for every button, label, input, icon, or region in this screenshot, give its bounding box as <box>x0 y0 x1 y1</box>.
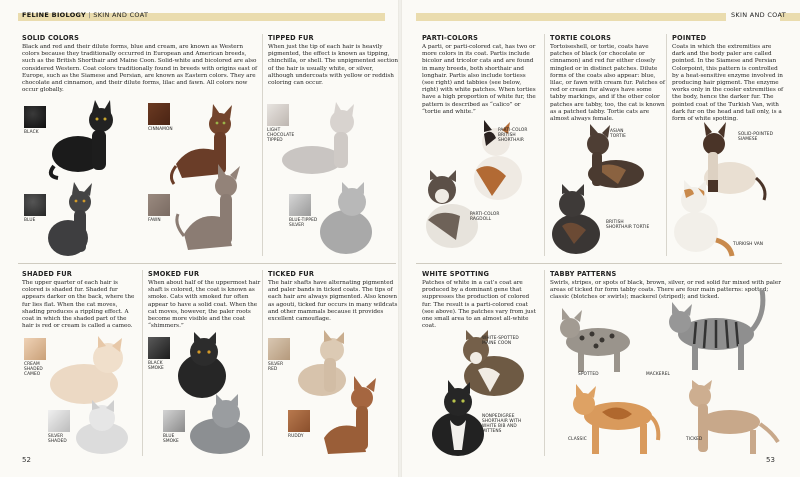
section-title: WHITE SPOTTING <box>422 270 490 278</box>
label-spotted: SPOTTED <box>578 372 599 377</box>
label-line: BLUE <box>163 434 175 439</box>
row-divider-right <box>416 263 782 264</box>
label-line: BLACK <box>148 361 163 366</box>
label-line: SOLID-POINTED <box>738 132 774 137</box>
section-name: FELINE BIOLOGY <box>22 11 87 19</box>
section-body: Patches of white in a cat’s coat are produced by a dominant gene that suppresses the production of colored fur. The result is a parti-colored coat (see above). The patches vary from just one small area to an almost all-white coat. <box>422 280 536 330</box>
label-line: BLUE-TIPPED <box>289 218 318 223</box>
section-body: Coats in which the extremities are dark and the body paler are called pointed. In the Siamese and Persian Colorpoint, this pattern is controlled by a heat-sensitive enzyme involved in producing hair pigment. The enzyme works only in the cooler extremities of the body, hence the darker fur. The pointed coat of the Turkish Van, with dark fur on the head and tail only, is a form of white spotting. <box>672 44 784 123</box>
section-body: Swirls, stripes, or spots of black, brown, silver, or red solid fur mixed with paler areas of ticked fur form tabby coats. There are four main patterns: spotted; classic (blotches or swirls); mackerel (striped); and ticked. <box>550 280 781 301</box>
label-line: CHOCOLATE <box>267 133 295 138</box>
section-body: Black and red and their dilute forms, blue and cream, are known as Western colors because they traditionally occurred in European and American breeds, such as the British Shorthair and Maine Coon. Solid-white and bicolored are also considered Western. Coat colors traditionally found in breeds with origins east of Europe, such as the Siamese and Persian, are known as Eastern colors. They are chocolate and cinnamon, and their dilute forms, lilac and fawn. All colors now occur globally. <box>22 44 258 94</box>
swatch-fawn <box>148 194 170 216</box>
page-number-right: 53 <box>766 456 775 464</box>
label-turkish-van: TURKISH VAN <box>733 242 764 247</box>
label-line: TIPPED <box>267 138 283 143</box>
label-parti-color-ragdoll <box>470 212 499 222</box>
section-title: SHADED FUR <box>22 270 73 278</box>
label-british-shorthair-tortie <box>606 220 649 230</box>
label-line: TORTIE <box>610 134 626 139</box>
label-line: BRITISH <box>606 220 624 225</box>
cat-turkish-van-image <box>666 178 736 258</box>
section-body: Tortoiseshell, or tortie, coats have patches of black (or chocolate or cinnamon) and red fur either closely mingled or in distinct patches. Dilute forms of the coats also appear: blue, lilac, or fawn with cream fur. Patches of red or cream fur always have some tabby markings, and if the other color patches are tabby, too, the cat is known as a patched tabby. Tortie cats are almost always female. <box>550 44 665 123</box>
label-line: WHITE BIB AND <box>482 424 517 429</box>
label-black: BLACK <box>24 130 39 135</box>
section-body: When just the tip of each hair is heavily pigmented, the effect is known as tipping, chinchilla, or shell. The unpigmented section of the hair is usually white, or silver, although undercoats with yellow or reddish coloring can occur. <box>268 44 399 87</box>
swatch-ruddy <box>288 410 310 432</box>
label-line: SHORTHAIR <box>498 138 524 143</box>
cat-blue-image <box>40 182 110 260</box>
swatch-cinnamon <box>148 103 170 125</box>
label-line: SHADED <box>48 439 67 444</box>
label-cream-shaded-cameo <box>24 362 43 377</box>
label-line: ASIAN <box>610 129 624 134</box>
swatch-blue-tipped-silver <box>289 194 311 216</box>
cat-classic-tabby-image <box>566 380 662 458</box>
swatch-blue-smoke <box>163 410 185 432</box>
label-line: SMOKE <box>163 439 179 444</box>
label-silver-red <box>268 362 283 372</box>
section-title: TICKED FUR <box>268 270 315 278</box>
cat-silver-shaded-image <box>72 400 134 456</box>
swatch-black-smoke <box>148 337 170 359</box>
label-line: SMOKE <box>148 366 164 371</box>
label-black-smoke <box>148 361 164 371</box>
section-title: SOLID COLORS <box>22 34 80 42</box>
section-body: When about half of the uppermost hair shaft is colored, the coat is known as smoke. Cats with smoked fur often appear to have a solid coat. When the cat moves, however, the paler roots become more visible and the coat “shimmers.” <box>148 280 261 330</box>
label-ruddy: RUDDY <box>288 434 304 439</box>
section-body: The upper quarter of each hair is colored is shaded fur. Shaded fur appears darker on the back, where the fur lies flat. When the cat moves, shading produces a rippling effect. A coat in which the shaded part of the hair is red or cream is called a cameo. <box>22 280 135 330</box>
section-title: TABBY PATTERNS <box>550 270 617 278</box>
label-blue-smoke <box>163 434 179 444</box>
label-cinnamon: CINNAMON <box>148 127 173 132</box>
label-line: MITTENS <box>482 429 502 434</box>
label-line: SILVER <box>268 362 284 367</box>
header-bar-right <box>416 13 726 21</box>
label-line: MAINE COON <box>482 341 512 346</box>
section-body: The hair shafts have alternating pigmented and paler bands in ticked coats. The tips of each hair are always pigmented. Also known as agouti, ticked fur occurs in many wildcats and other mammals because it provides excellent camouflage. <box>268 280 398 323</box>
cat-ruddy-image <box>318 376 386 456</box>
cat-ticked-tabby-image <box>684 380 780 458</box>
cat-black-image <box>46 100 124 180</box>
cat-british-shorthair-tortie-image <box>546 182 612 258</box>
label-blue: BLUE <box>24 218 36 223</box>
swatch-silver-shaded <box>48 410 70 432</box>
cat-black-smoke-image <box>174 332 232 400</box>
running-head-left: FELINE BIOLOGY | SKIN AND COAT <box>22 11 149 19</box>
page-number-left: 52 <box>22 456 31 464</box>
label-asian-tortie <box>610 129 626 139</box>
cat-mackerel-tabby-image <box>662 284 776 376</box>
label-line: PARTI-COLOR <box>470 212 500 217</box>
label-line: RAGDOLL <box>470 217 492 222</box>
label-line: RED <box>268 367 278 372</box>
cat-spotted-tabby-image <box>552 304 640 376</box>
cat-blue-smoke-image <box>186 394 254 456</box>
section-title: SMOKED FUR <box>148 270 200 278</box>
label-line: CAMEO <box>24 372 41 377</box>
section-shaded-fur <box>22 270 138 330</box>
label-classic: CLASSIC <box>568 437 587 442</box>
label-solid-pointed-siamese <box>738 132 773 142</box>
section-title: TIPPED FUR <box>268 34 314 42</box>
label-line: PARTI-COLOR <box>498 128 528 133</box>
row-divider-left <box>18 263 396 264</box>
label-line: SILVER <box>48 434 64 439</box>
label-line: CREAM <box>24 362 40 367</box>
cat-fawn-image <box>174 164 254 256</box>
section-white-spotting <box>422 270 538 330</box>
label-line: WHITE-SPOTTED <box>482 336 519 341</box>
label-line: BRITISH <box>498 133 516 138</box>
swatch-silver-red <box>268 338 290 360</box>
swatch-cream-shaded-cameo <box>24 338 46 360</box>
label-line: SHORTHAIR WITH <box>482 419 522 424</box>
section-solid-colors <box>22 34 258 94</box>
section-title: PARTI-COLORS <box>422 34 479 42</box>
label-parti-color-british-shorthair <box>498 128 527 143</box>
section-title: POINTED <box>672 34 707 42</box>
section-title: TORTIE COLORS <box>550 34 612 42</box>
label-mackerel: MACKEREL <box>646 372 670 377</box>
topic-name-left: SKIN AND COAT <box>93 11 149 19</box>
label-line: NONPEDIGREE <box>482 414 515 419</box>
running-head-right: SKIN AND COAT <box>731 11 786 19</box>
label-fawn: FAWN <box>148 218 161 223</box>
label-silver-shaded <box>48 434 67 444</box>
label-line: SILVER <box>289 223 305 228</box>
label-line: SHORTHAIR TORTIE <box>606 225 650 230</box>
label-white-spotted-maine-coon <box>482 336 519 346</box>
cat-cream-shaded-cameo-image <box>46 334 132 408</box>
label-line: SHADED <box>24 367 43 372</box>
cat-blue-tipped-silver-image <box>312 180 384 258</box>
label-line: LIGHT <box>267 128 281 133</box>
swatch-black <box>24 106 46 128</box>
label-line: SIAMESE <box>738 137 758 142</box>
section-body: A parti, or parti-colored cat, has two or more colors in its coat. Partis include bicolor and tricolor cats and are found in many breeds, both shorthair and longhair. Partis also include tortiess (see right) and tabbies (see below, right) with white patches. When torties have a high proportion of white fur, the pattern is described as “calico” or “tortie and white.” <box>422 44 536 115</box>
label-ticked: TICKED <box>686 437 703 442</box>
cat-light-chocolate-tipped-image <box>276 100 358 180</box>
section-parti-colors <box>422 34 538 116</box>
label-nonpedigree-shorthair <box>482 414 521 434</box>
